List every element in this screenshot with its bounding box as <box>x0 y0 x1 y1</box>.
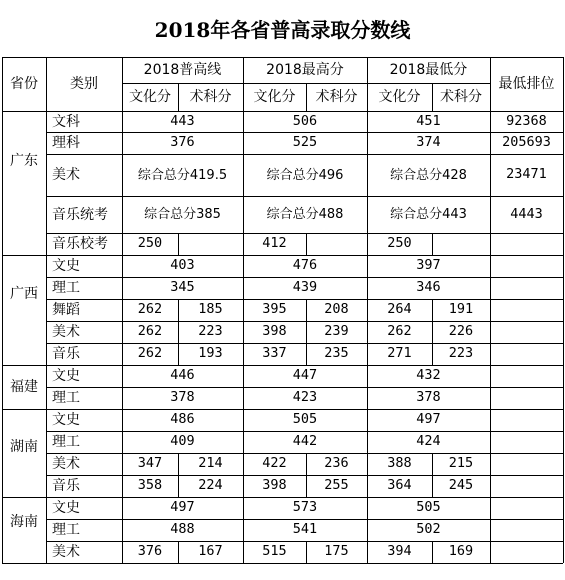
table-rule <box>178 233 179 255</box>
combined-score: 423 <box>292 389 318 406</box>
art-score: 175 <box>324 543 349 560</box>
page-title: 2018年各省普高录取分数线 <box>154 18 411 42</box>
combined-score: 432 <box>416 367 441 384</box>
category-label: 理工 <box>52 522 80 538</box>
combined-score: 综合总分488 <box>266 207 344 222</box>
table-rule <box>306 475 307 497</box>
combined-score: 505 <box>416 499 441 516</box>
header-art-score: 术科分 <box>440 89 482 105</box>
culture-score: 398 <box>262 477 287 494</box>
category-label: 美术 <box>52 167 80 183</box>
province-label: 福建 <box>10 379 38 395</box>
art-score: 215 <box>448 455 474 472</box>
culture-score: 364 <box>387 477 412 494</box>
table-rule <box>178 321 179 343</box>
culture-score: 388 <box>387 455 412 472</box>
table-rule <box>306 233 307 255</box>
combined-score: 497 <box>170 499 195 516</box>
combined-score: 446 <box>170 367 195 384</box>
combined-score: 442 <box>292 433 318 450</box>
culture-score: 376 <box>137 543 163 560</box>
culture-score: 515 <box>262 543 287 560</box>
table-rule <box>122 57 123 563</box>
culture-score: 398 <box>262 323 287 340</box>
category-label: 理工 <box>52 390 80 406</box>
header-group: 2018普高线 <box>143 62 222 78</box>
art-score: 255 <box>324 477 349 494</box>
header-group: 2018最低分 <box>389 62 468 78</box>
culture-score: 250 <box>137 235 163 252</box>
header-group: 2018最高分 <box>266 62 344 78</box>
combined-score: 443 <box>170 112 195 129</box>
art-score: 193 <box>198 345 223 362</box>
art-score: 208 <box>324 301 349 318</box>
culture-score: 262 <box>137 345 163 362</box>
art-score: 169 <box>448 543 474 560</box>
category-label: 音乐校考 <box>52 236 108 252</box>
culture-score: 250 <box>387 235 412 252</box>
category-label: 美术 <box>52 544 80 560</box>
category-label: 文史 <box>52 412 80 428</box>
culture-score: 347 <box>137 455 163 472</box>
combined-score: 447 <box>292 367 318 384</box>
header-art-score: 术科分 <box>315 89 358 105</box>
header-province: 省份 <box>10 76 38 92</box>
combined-score: 378 <box>416 389 441 406</box>
table-rule <box>432 541 433 563</box>
table-rule <box>367 57 368 563</box>
culture-score: 262 <box>137 323 163 340</box>
category-label: 音乐 <box>52 478 80 494</box>
combined-score: 497 <box>416 411 441 428</box>
category-label: 理工 <box>52 434 80 450</box>
category-label: 文史 <box>52 500 80 516</box>
combined-score: 409 <box>170 433 195 450</box>
combined-score: 525 <box>292 134 318 151</box>
art-score: 223 <box>198 323 223 340</box>
art-score: 235 <box>324 345 349 362</box>
art-score: 226 <box>448 323 474 340</box>
combined-score: 573 <box>292 499 318 516</box>
table-rule <box>432 233 433 255</box>
table-left-border <box>2 57 3 563</box>
table-rule <box>46 57 47 563</box>
header-culture-score: 文化分 <box>378 89 421 105</box>
table-rule <box>178 541 179 563</box>
table-rule <box>178 83 179 111</box>
category-label: 音乐 <box>52 346 80 362</box>
combined-score: 486 <box>170 411 195 428</box>
culture-score: 262 <box>387 323 412 340</box>
culture-score: 394 <box>387 543 412 560</box>
table-rule <box>490 57 491 563</box>
category-label: 美术 <box>52 324 80 340</box>
min-rank: 23471 <box>506 166 547 183</box>
header-culture-score: 文化分 <box>253 89 296 105</box>
art-score: 224 <box>198 477 223 494</box>
art-score: 214 <box>198 455 223 472</box>
combined-score: 541 <box>292 521 318 538</box>
combined-score: 综合总分428 <box>390 167 467 183</box>
combined-score: 综合总分385 <box>144 207 221 222</box>
culture-score: 358 <box>137 477 163 494</box>
culture-score: 422 <box>262 455 287 472</box>
combined-score: 403 <box>170 257 195 274</box>
province-label: 海南 <box>10 514 38 531</box>
province-label: 湖南 <box>10 438 38 455</box>
header-category: 类别 <box>70 76 98 92</box>
combined-score: 345 <box>170 279 195 296</box>
header-culture-score: 文化分 <box>129 89 171 105</box>
combined-score: 424 <box>416 433 441 450</box>
culture-score: 395 <box>262 301 287 318</box>
table-rule <box>306 453 307 475</box>
combined-score: 综合总分419.5 <box>137 167 228 183</box>
combined-score: 综合总分443 <box>390 207 467 222</box>
table-rule <box>178 299 179 321</box>
combined-score: 综合总分496 <box>266 167 344 183</box>
table-rule <box>178 453 179 475</box>
header-art-score: 术科分 <box>189 89 232 105</box>
combined-score: 378 <box>170 389 195 406</box>
min-rank: 4443 <box>510 205 543 222</box>
art-score: 245 <box>448 477 474 494</box>
combined-score: 376 <box>170 134 195 151</box>
art-score: 236 <box>324 455 349 472</box>
table-right-border <box>563 57 564 563</box>
table-rule <box>243 57 244 563</box>
category-label: 理工 <box>52 280 80 296</box>
table-rule <box>432 343 433 365</box>
table-rule <box>178 475 179 497</box>
province-label: 广西 <box>10 285 38 302</box>
category-label: 文史 <box>52 258 80 274</box>
table-rule <box>432 321 433 343</box>
combined-score: 439 <box>292 279 318 296</box>
table-rule <box>432 83 433 111</box>
combined-score: 505 <box>292 411 318 428</box>
combined-score: 346 <box>416 279 441 296</box>
table-rule <box>306 321 307 343</box>
category-label: 音乐统考 <box>52 206 108 223</box>
header-top-rule <box>2 57 563 58</box>
culture-score: 264 <box>387 301 412 318</box>
culture-score: 262 <box>137 301 163 318</box>
combined-score: 476 <box>292 257 318 274</box>
art-score: 185 <box>198 301 223 318</box>
min-rank: 205693 <box>502 134 551 151</box>
combined-score: 488 <box>170 521 195 538</box>
table-rule <box>306 541 307 563</box>
table-rule <box>306 83 307 111</box>
art-score: 223 <box>448 345 474 362</box>
culture-score: 337 <box>262 345 287 362</box>
combined-score: 397 <box>416 257 441 274</box>
min-rank: 92368 <box>506 112 547 129</box>
province-label: 广东 <box>10 153 38 170</box>
category-label: 文科 <box>52 113 80 130</box>
table-rule <box>306 343 307 365</box>
table-rule <box>432 453 433 475</box>
art-score: 239 <box>324 323 349 340</box>
category-label: 舞蹈 <box>52 302 80 318</box>
art-score: 167 <box>198 543 223 560</box>
art-score: 191 <box>448 301 474 318</box>
category-label: 美术 <box>52 456 80 472</box>
culture-score: 412 <box>262 235 287 252</box>
category-label: 理科 <box>52 135 80 151</box>
combined-score: 451 <box>416 112 441 129</box>
table-rule <box>178 343 179 365</box>
table-rule <box>432 299 433 321</box>
table-bottom-rule <box>2 563 563 564</box>
table-rule <box>306 299 307 321</box>
combined-score: 502 <box>416 521 441 538</box>
combined-score: 374 <box>416 134 441 151</box>
table-rule <box>432 475 433 497</box>
culture-score: 271 <box>387 345 412 362</box>
category-label: 文史 <box>52 368 80 384</box>
combined-score: 506 <box>292 112 318 129</box>
header-min-rank: 最低排位 <box>498 76 555 92</box>
